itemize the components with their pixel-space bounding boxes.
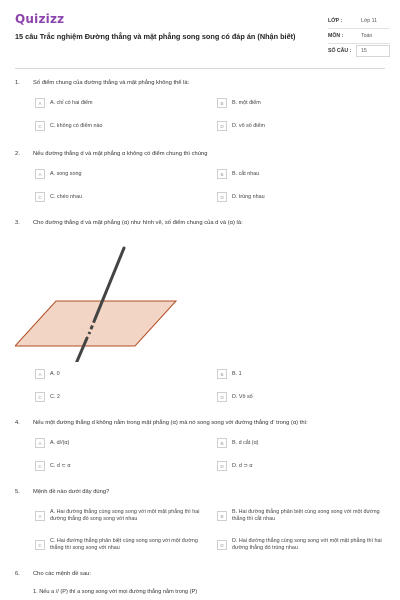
option-b[interactable] (217, 168, 259, 180)
option-text: C. không có điểm nào (50, 122, 103, 129)
question-text: Cho đường thẳng d và mặt phẳng (α) như hình vẽ, số điểm chung của d và (α) là: (33, 220, 243, 226)
option-text: B. một điểm (232, 99, 261, 106)
option-a[interactable] (35, 507, 211, 525)
question-3 (15, 220, 390, 410)
option-letter: B (217, 438, 227, 448)
quizizz-logo: Quizizz (15, 12, 65, 26)
meta-row-grade (328, 14, 390, 29)
option-d[interactable] (217, 191, 265, 203)
line-plane-figure (15, 232, 215, 362)
question-2 (15, 151, 390, 211)
option-text: C. Hai đường thẳng phân biệt cùng song song với một đường thẳng thì song song với nhau (50, 538, 198, 551)
option-a[interactable] (35, 97, 93, 109)
option-letter: C (35, 392, 45, 402)
option-letter: A (35, 438, 45, 448)
question-number: 3. (15, 220, 20, 226)
option-text: A. chỉ có hai điểm (50, 99, 93, 106)
option-letter: A (35, 369, 45, 379)
worksheet-meta (328, 14, 390, 58)
option-text: A. d//(α) (50, 439, 70, 446)
question-text: Nếu một đường thẳng d không nằm trong mặt phẳng (α) mà nó song song với đường thẳng d' trong (α) thì: (33, 420, 308, 426)
option-c[interactable] (35, 536, 211, 554)
question-number: 2. (15, 151, 20, 157)
question-number: 5. (15, 489, 20, 495)
option-letter: B (217, 511, 227, 521)
option-letter: D (217, 121, 227, 131)
worksheet-title: 15 câu Trắc nghiệm Đường thẳng và mặt phẳng song song có đáp án (Nhận biết) (15, 32, 296, 41)
option-c[interactable] (35, 120, 102, 132)
meta-value: Toán (361, 33, 373, 39)
option-text: D. vô số điểm (232, 122, 265, 129)
option-letter: D (217, 461, 227, 471)
option-letter: D (217, 192, 227, 202)
question-text: Nếu đường thẳng d và mặt phẳng α không có điểm chung thì chúng (33, 151, 208, 157)
option-text: A. song song (50, 170, 82, 177)
option-letter: A (35, 511, 45, 521)
option-c[interactable] (35, 391, 60, 403)
option-letter: B (217, 98, 227, 108)
option-text: B. d cắt (α) (232, 439, 259, 446)
option-b[interactable] (217, 368, 242, 380)
option-letter: C (35, 461, 45, 471)
option-text: A. 0 (50, 370, 60, 377)
question-number: 1. (15, 80, 20, 86)
meta-value: Lớp 11 (361, 18, 377, 24)
option-text: D. Hai đường thẳng cùng song song với một mặt phẳng thì hai đường thẳng đó trùng nhau (232, 538, 382, 551)
option-letter: B (217, 369, 227, 379)
option-letter: A (35, 169, 45, 179)
option-d[interactable] (217, 536, 387, 554)
option-text: D. Vô số (232, 393, 253, 400)
option-text: B. 1 (232, 370, 242, 377)
question-5 (15, 489, 390, 564)
option-letter: B (217, 169, 227, 179)
header-divider (15, 68, 385, 69)
option-letter: D (217, 540, 227, 550)
option-a[interactable] (35, 437, 69, 449)
option-letter: A (35, 98, 45, 108)
question-text: Số điểm chung của đường thẳng và mặt phẳng không thể là: (33, 80, 190, 86)
option-d[interactable] (217, 460, 253, 472)
question-text: Cho các mệnh đề sau: (33, 571, 92, 577)
question-text: Mệnh đề nào dưới đây đúng? (33, 489, 110, 495)
option-text: D. trùng nhau (232, 193, 265, 200)
option-b[interactable] (217, 507, 387, 525)
option-c[interactable] (35, 191, 82, 203)
option-b[interactable] (217, 97, 261, 109)
option-letter: C (35, 192, 45, 202)
option-text: C. d ⊂ α (50, 462, 71, 469)
meta-row-subject (328, 29, 390, 44)
worksheet-header (0, 0, 400, 70)
option-text: C. chéo nhau (50, 193, 83, 200)
meta-key: LỚP : (328, 18, 343, 24)
plane-alpha (15, 301, 176, 346)
option-text: B. cắt nhau (232, 170, 260, 177)
option-b[interactable] (217, 437, 258, 449)
option-c[interactable] (35, 460, 71, 472)
question-1 (15, 80, 390, 140)
option-letter: D (217, 392, 227, 402)
option-d[interactable] (217, 391, 253, 403)
question-number: 4. (15, 420, 20, 426)
option-d[interactable] (217, 120, 265, 132)
option-text: D. d ⊃ α (232, 462, 253, 469)
option-a[interactable] (35, 368, 60, 380)
option-text: B. Hai đường thẳng phân biệt cùng song song với một đường thẳng thì cắt nhau (232, 509, 380, 522)
option-text: C. 2 (50, 393, 60, 400)
option-letter: C (35, 540, 45, 550)
option-a[interactable] (35, 168, 81, 180)
meta-row-count (328, 44, 390, 58)
option-letter: C (35, 121, 45, 131)
meta-key: MÔN : (328, 33, 344, 39)
question-4 (15, 420, 390, 480)
question-6-statement-1: 1. Nếu a // (P) thì a song song với mọi đường thẳng nằm trong (P) (33, 589, 198, 595)
option-text: A. Hai đường thẳng cùng song song với một mặt phẳng thì hai đường thẳng đó song song với nhau (50, 509, 200, 522)
meta-value: 15 (356, 45, 390, 57)
meta-key: SỐ CÂU : (328, 48, 352, 54)
question-number: 6. (15, 571, 20, 577)
